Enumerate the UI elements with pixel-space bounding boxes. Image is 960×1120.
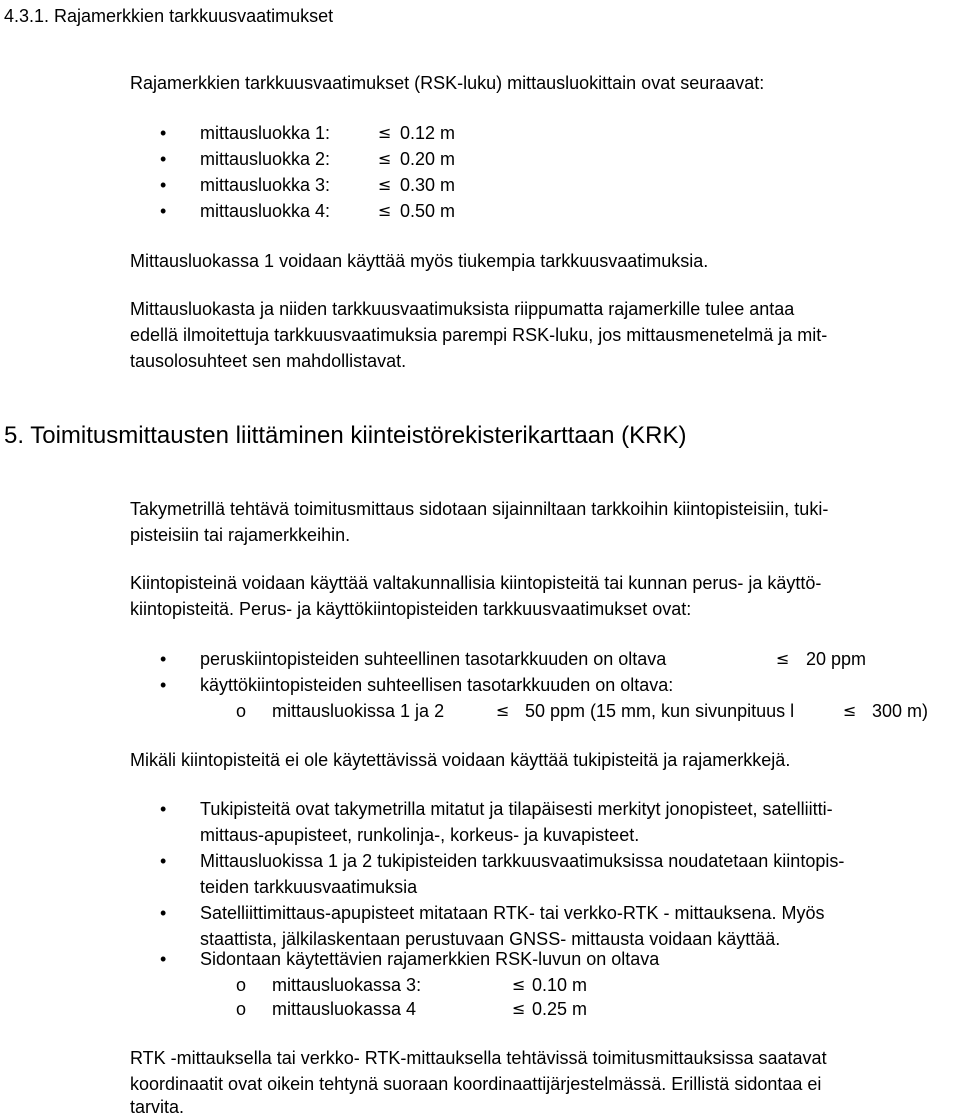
less-equal-icon: ≤ xyxy=(512,999,526,1018)
sub-requirement-label: mittausluokissa 1 ja 2 xyxy=(272,701,445,721)
paragraph-line: RTK -mittauksella tai verkko- RTK-mittauksella tehtävissä toimitusmittauksissa saatavat xyxy=(130,1048,827,1068)
list-item-line: staattista, jälkilaskentaan perustuvaan GNSS- mittausta voidaan käyttää. xyxy=(200,929,781,949)
paragraph-line: koordinaatit ovat oikein tehtynä suoraan koordinaattijärjestelmässä. Erillistä sidontaa ei xyxy=(130,1074,822,1094)
bullet-icon: • xyxy=(160,175,167,195)
bullet-icon: • xyxy=(160,851,167,871)
paragraph-line: pisteisiin tai rajamerkkeihin. xyxy=(130,525,351,545)
less-equal-icon: ≤ xyxy=(843,701,857,720)
bullet-icon: • xyxy=(160,649,167,669)
bullet-icon: • xyxy=(160,903,167,923)
class-label: mittausluokka 4: xyxy=(200,201,331,221)
bullet-icon: • xyxy=(160,149,167,169)
less-equal-icon: ≤ xyxy=(378,175,392,194)
less-equal-icon: ≤ xyxy=(512,975,526,994)
class-value: 0.20 m xyxy=(400,149,456,169)
list-item-line: Satelliittimittaus-apupisteet mitataan RTK- tai verkko-RTK - mittauksena. Myös xyxy=(200,903,825,923)
bullet-icon: • xyxy=(160,201,167,221)
list-item-line: Mittausluokissa 1 ja 2 tukipisteiden tarkkuusvaatimuksissa noudatetaan kiintopis- xyxy=(200,851,845,871)
requirement-text: peruskiintopisteiden suhteellinen tasotarkkuuden on oltava xyxy=(200,649,667,669)
circle-bullet-icon: o xyxy=(236,975,247,995)
less-equal-icon: ≤ xyxy=(776,649,790,668)
class-value: 0.50 m xyxy=(400,201,456,221)
requirement-text: käyttökiintopisteiden suhteellisen tasotarkkuuden on oltava: xyxy=(200,675,674,695)
bullet-icon: • xyxy=(160,675,167,695)
paragraph-line: tarvita. xyxy=(130,1097,185,1117)
section-heading: 4.3.1. Rajamerkkien tarkkuusvaatimukset xyxy=(4,6,334,26)
paragraph-line: Takymetrillä tehtävä toimitusmittaus sidotaan sijainniltaan tarkkoihin kiintopisteisiin, tuki- xyxy=(130,499,829,519)
less-equal-icon: ≤ xyxy=(378,201,392,220)
paragraph-1: Mittausluokassa 1 voidaan käyttää myös tiukempia tarkkuusvaatimuksia. xyxy=(130,251,709,271)
bullet-icon: • xyxy=(160,123,167,143)
paragraph-5: Mikäli kiintopisteitä ei ole käytettävissä voidaan käyttää tukipisteitä ja rajamerkkejä. xyxy=(130,750,791,770)
list-item-line: mittaus-apupisteet, runkolinja-, korkeus- ja kuvapisteet. xyxy=(200,825,640,845)
circle-bullet-icon: o xyxy=(236,701,247,721)
paragraph-line: Mittausluokasta ja niiden tarkkuusvaatimuksista riippumatta rajamerkille tulee antaa xyxy=(130,299,795,319)
list-item-line: Tukipisteitä ovat takymetrilla mitatut ja tilapäisesti merkityt jonopisteet, satelliitti- xyxy=(200,799,833,819)
list-item-line: Sidontaan käytettävien rajamerkkien RSK-luvun on oltava xyxy=(200,949,660,969)
class-label: mittausluokka 1: xyxy=(200,123,331,143)
class-value: 0.12 m xyxy=(400,123,456,143)
intro-paragraph: Rajamerkkien tarkkuusvaatimukset (RSK-luku) mittausluokittain ovat seuraavat: xyxy=(130,73,765,93)
sub-requirement-value: 50 ppm (15 mm, kun sivunpituus l xyxy=(525,701,795,721)
sub-item-value: 0.10 m xyxy=(532,975,588,995)
sub-item-label: mittausluokassa 3: xyxy=(272,975,422,995)
less-equal-icon: ≤ xyxy=(496,701,510,720)
less-equal-icon: ≤ xyxy=(378,123,392,142)
class-value: 0.30 m xyxy=(400,175,456,195)
sub-requirement-value-end: 300 m) xyxy=(872,701,929,721)
paragraph-line: kiintopisteitä. Perus- ja käyttökiintopisteiden tarkkuusvaatimukset ovat: xyxy=(130,599,692,619)
class-label: mittausluokka 3: xyxy=(200,175,331,195)
circle-bullet-icon: o xyxy=(236,999,247,1019)
bullet-icon: • xyxy=(160,799,167,819)
bullet-icon: • xyxy=(160,949,167,969)
paragraph-line: Kiintopisteinä voidaan käyttää valtakunnallisia kiintopisteitä tai kunnan perus- ja käyttö- xyxy=(130,573,822,593)
paragraph-line: tausolosuhteet sen mahdollistavat. xyxy=(130,351,407,371)
list-item-line: teiden tarkkuusvaatimuksia xyxy=(200,877,418,897)
sub-item-label: mittausluokassa 4 xyxy=(272,999,417,1019)
chapter-heading: 5. Toimitusmittausten liittäminen kiinteistörekisterikarttaan (KRK) xyxy=(4,422,687,449)
paragraph-line: edellä ilmoitettuja tarkkuusvaatimuksia parempi RSK-luku, jos mittausmenetelmä ja mit- xyxy=(130,325,828,345)
class-label: mittausluokka 2: xyxy=(200,149,331,169)
less-equal-icon: ≤ xyxy=(378,149,392,168)
sub-item-value: 0.25 m xyxy=(532,999,588,1019)
requirement-value: 20 ppm xyxy=(806,649,867,669)
